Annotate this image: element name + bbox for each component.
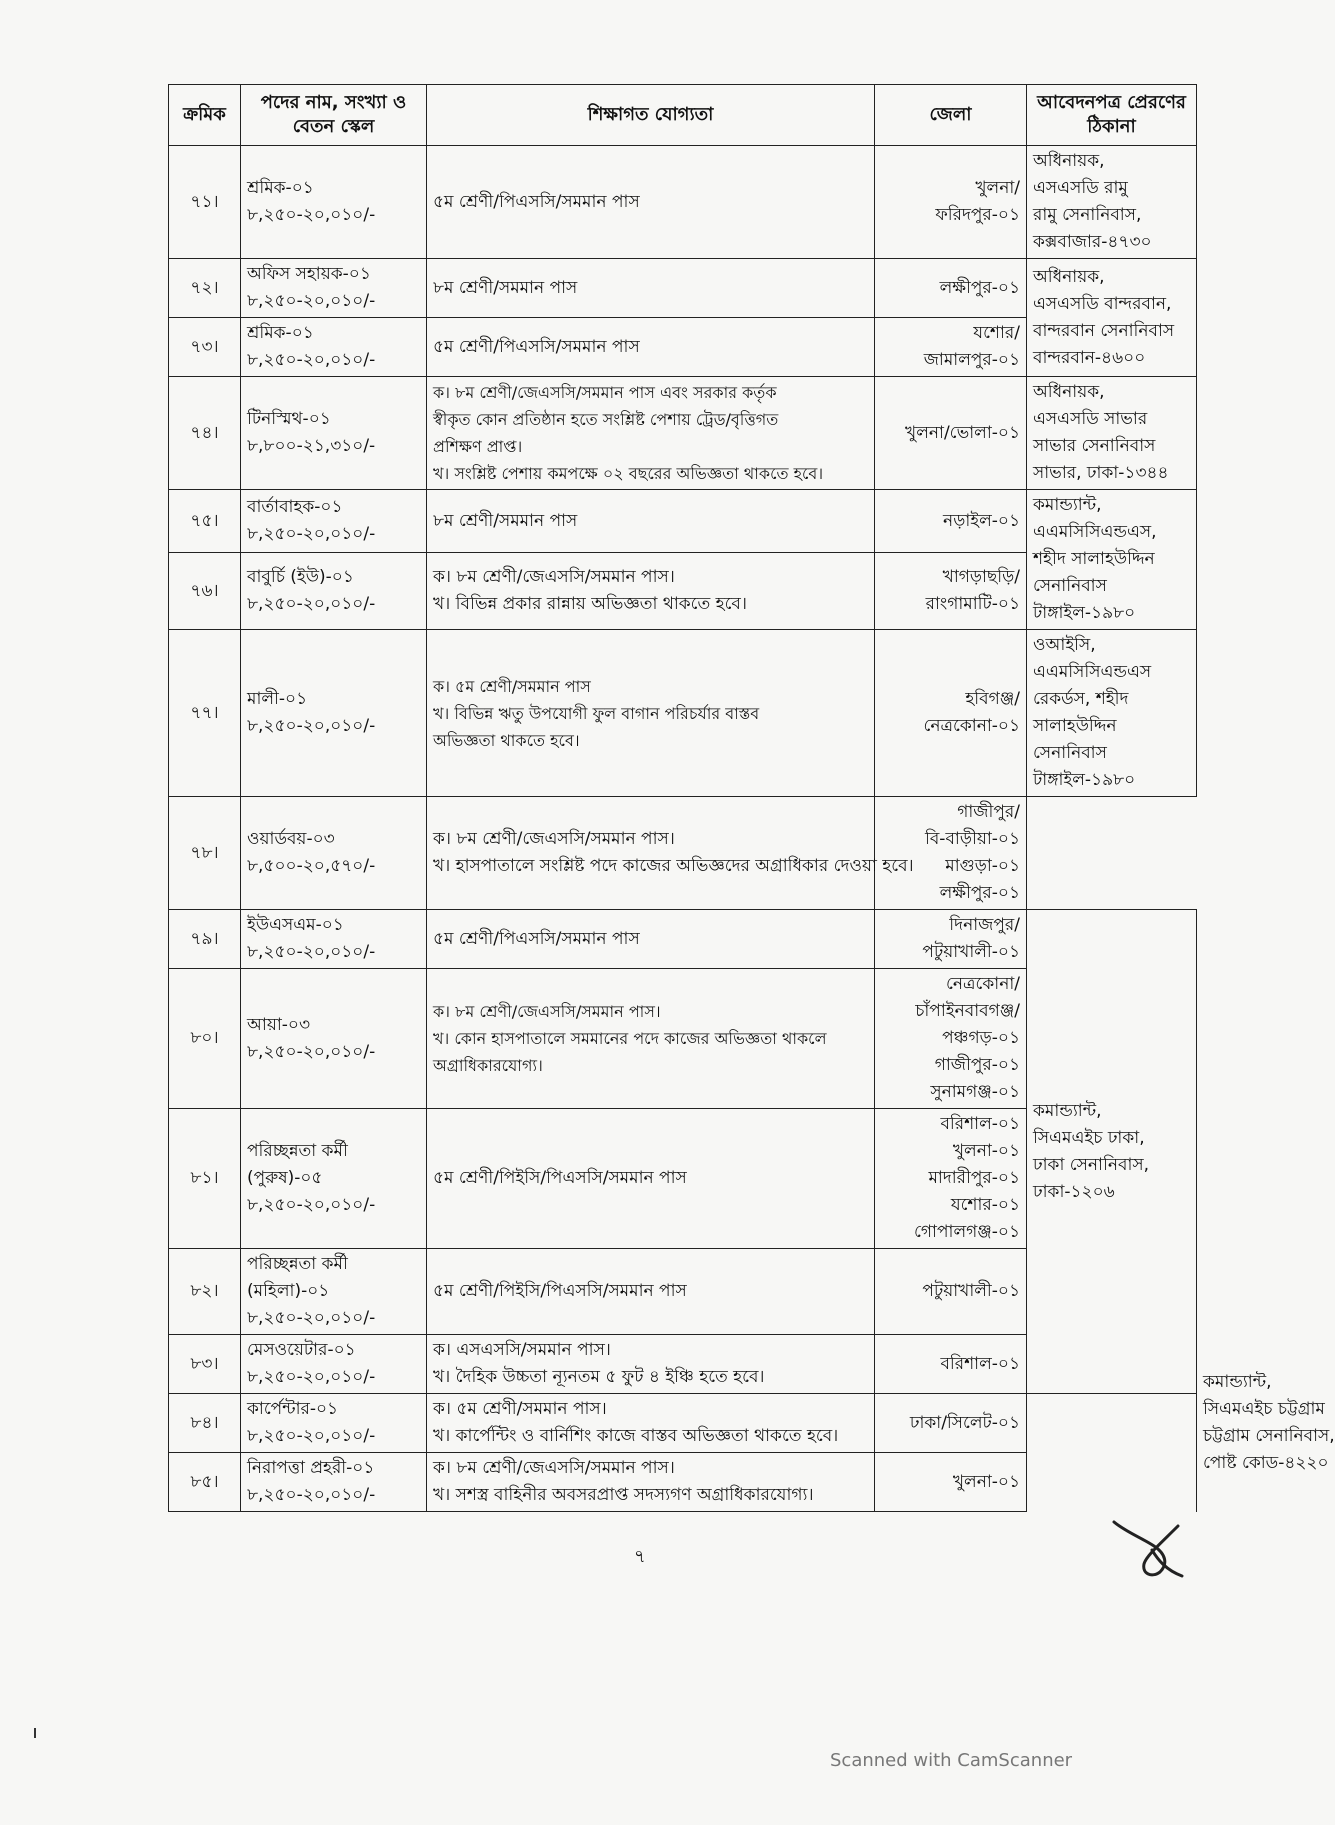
post-cell-line: অফিস সহায়ক-০১ xyxy=(247,264,371,284)
qualification-cell-line: ৫ম শ্রেণী/পিইসি/পিএসসি/সমমান পাস xyxy=(433,1168,687,1188)
qualification-cell-line: ক। ৮ম শ্রেণী/জেএসসি/সমমান পাস। xyxy=(433,1458,675,1478)
district-cell-line: পটুয়াখালী-০১ xyxy=(922,942,1020,962)
table-row: ৮৩। মেসওয়েটার-০১ ৮,২৫০-২০,০১০/- ক। এসএসসি/সমমান পাস। খ। দৈহিক উচ্চতা ন্যূনতম ৫ ফুট ৪ ইঞ্চি হতে হবে। বরিশাল-০১ কমান্ড্যান্ট, সিএমএইচ চট্টগ্রাম চট্টগ্রাম সেনানিবাস, পোষ্ট কোড-৪২২০ xyxy=(169,1335,1197,1394)
district-cell-line: বরিশাল-০১ xyxy=(940,1114,1020,1134)
district-cell-line: ঢাকা/সিলেট-০১ xyxy=(909,1412,1020,1433)
district-cell-line: গোপালগঞ্জ-০১ xyxy=(914,1222,1020,1242)
serial-cell: ৮২। xyxy=(169,1249,241,1335)
post-cell xyxy=(241,910,427,969)
header-qualification: শিক্ষাগত যোগ্যতা xyxy=(427,85,875,146)
qualification-cell-line: খ। বিভিন্ন ঋতু উপযোগী ফুল বাগান পরিচর্যার বাস্তব xyxy=(433,703,760,723)
post-cell xyxy=(241,377,427,490)
scan-mark xyxy=(34,1728,36,1738)
qualification-cell-line: খ। দৈহিক উচ্চতা ন্যূনতম ৫ ফুট ৪ ইঞ্চি হতে হবে। xyxy=(433,1367,765,1387)
post-cell-line: ৮,৫০০-২০,৫৭০/- xyxy=(247,856,376,876)
district-cell-line: মাদারীপুর-০১ xyxy=(928,1168,1020,1188)
qualification-cell-line: খ। কোন হাসপাতালে সমমানের পদে কাজের অভিজ্ঞতা থাকলে xyxy=(433,1029,827,1048)
address-cell xyxy=(1027,259,1197,377)
address-line: শহীদ সালাহউদ্দিন xyxy=(1033,549,1155,569)
district-cell-line: লক্ষীপুর-০১ xyxy=(939,277,1020,298)
district-cell-line: পঞ্চগড়-০১ xyxy=(942,1028,1020,1048)
qualification-cell-line: ক। ৮ম শ্রেণী/জেএসসি/সমমান পাস। xyxy=(433,829,675,849)
address-line: কমান্ড্যান্ট, xyxy=(1033,1100,1102,1121)
qualification-cell-line: ক। এসএসসি/সমমান পাস। xyxy=(433,1340,611,1360)
address-line: কমান্ড্যান্ট, xyxy=(1033,495,1102,515)
district-cell-line: মাগুড়া-০১ xyxy=(945,856,1020,876)
address-line: সাভার সেনানিবাস xyxy=(1033,436,1156,456)
address-line: এসএসডি রামু xyxy=(1033,178,1128,198)
post-cell-line: ৮,২৫০-২০,০১০/- xyxy=(247,942,376,962)
district-cell-line: গাজীপুর/ xyxy=(957,802,1020,822)
post-cell-line: কার্পেন্টার-০১ xyxy=(247,1399,339,1419)
district-cell xyxy=(875,377,1027,490)
district-cell xyxy=(875,1109,1027,1249)
district-cell-line: সুনামগঞ্জ-০১ xyxy=(930,1082,1020,1102)
post-cell-line: ৮,২৫০-২০,০১০/- xyxy=(247,205,376,225)
district-cell-line: নেত্রকোনা/ xyxy=(946,974,1020,994)
serial-cell: ৮০। xyxy=(169,969,241,1109)
qualification-cell xyxy=(427,553,875,630)
address-line: টাঙ্গাইল-১৯৮০ xyxy=(1033,770,1136,790)
serial-cell: ৭৭। xyxy=(169,630,241,797)
district-cell xyxy=(875,1249,1027,1335)
district-cell xyxy=(875,259,1027,318)
district-cell xyxy=(875,1335,1027,1394)
qualification-cell-line: ক। ৮ম শ্রেণী/জেএসসি/সমমান পাস। xyxy=(433,567,675,588)
post-cell xyxy=(241,1335,427,1394)
serial-cell: ৭৩। xyxy=(169,318,241,377)
post-cell-line: আয়া-০৩ xyxy=(247,1014,311,1035)
post-cell-line: শ্রমিক-০১ xyxy=(247,323,314,343)
qualification-cell-line: প্রশিক্ষণ প্রাপ্ত। xyxy=(433,437,523,456)
district-cell-line: রাংগামাটি-০১ xyxy=(925,594,1020,615)
address-line: এসএসডি সাভার xyxy=(1033,409,1148,429)
post-cell-line: ৮,২৫০-২০,০১০/- xyxy=(247,1485,376,1505)
district-cell xyxy=(875,969,1027,1109)
qualification-cell-line: খ। বিভিন্ন প্রকার রান্নায় অভিজ্ঞতা থাকতে হবে। xyxy=(433,594,747,615)
table-row xyxy=(169,377,1197,490)
qualification-cell xyxy=(427,1394,875,1453)
table-header-row xyxy=(169,85,1197,146)
serial-cell: ৮৪। xyxy=(169,1394,241,1453)
post-cell xyxy=(241,797,427,910)
district-cell-line: যশোর-০১ xyxy=(950,1195,1020,1215)
post-cell-line: ৮,২৫০-২০,০১০/- xyxy=(247,1195,376,1215)
post-cell-line: ওয়ার্ডবয়-০৩ xyxy=(247,829,335,849)
address-line: অধিনায়ক, xyxy=(1033,151,1105,171)
district-cell xyxy=(875,553,1027,630)
district-cell xyxy=(875,490,1027,553)
qualification-cell xyxy=(427,797,914,910)
qualification-cell-line: ক। ৮ম শ্রেণী/জেএসসি/সমমান পাস এবং সরকার কর্তৃক xyxy=(433,383,777,402)
qualification-cell xyxy=(427,490,875,553)
post-cell xyxy=(241,630,427,797)
header-district: জেলা xyxy=(875,85,1027,146)
address-cell xyxy=(1027,146,1197,259)
post-cell-line: ৮,২৫০-২০,০১০/- xyxy=(247,1367,376,1387)
qualification-cell-line: ক। ৮ম শ্রেণী/জেএসসি/সমমান পাস। xyxy=(433,1002,661,1021)
post-cell-line: পরিচ্ছন্নতা কর্মী xyxy=(247,1141,348,1161)
table-row xyxy=(169,259,1197,318)
address-line: ঢাকা সেনানিবাস, xyxy=(1033,1154,1150,1175)
qualification-cell-line: খ। সশস্ত্র বাহিনীর অবসরপ্রাপ্ত সদস্যগণ অগ্রাধিকারযোগ্য। xyxy=(433,1485,814,1505)
qualification-cell xyxy=(427,1249,875,1335)
district-cell xyxy=(875,910,1027,969)
job-circular-table xyxy=(168,84,1335,1512)
qualification-cell-line: ৫ম শ্রেণী/পিএসসি/সমমান পাস xyxy=(433,336,640,357)
post-cell xyxy=(241,1453,427,1512)
signature-mark xyxy=(1108,1516,1188,1582)
district-cell xyxy=(875,630,1027,797)
address-line: এএমসিসিএন্ডএস xyxy=(1033,662,1152,682)
post-cell xyxy=(241,318,427,377)
post-cell-line: মালী-০১ xyxy=(247,689,308,709)
district-cell-line: দিনাজপুর/ xyxy=(949,915,1020,935)
serial-cell: ৭৪। xyxy=(169,377,241,490)
serial-cell: ৮১। xyxy=(169,1109,241,1249)
qualification-cell-line: খ। কার্পেন্টিং ও বার্নিশিং কাজে বাস্তব অভিজ্ঞতা থাকতে হবে। xyxy=(433,1426,839,1446)
address-line: কক্সবাজার-৪৭৩০ xyxy=(1033,232,1152,252)
post-cell xyxy=(241,490,427,553)
serial-cell: ৭৫। xyxy=(169,490,241,553)
post-cell xyxy=(241,969,427,1109)
table-row xyxy=(169,1453,1197,1512)
qualification-cell xyxy=(427,1335,875,1394)
post-cell-line: মেসওয়েটার-০১ xyxy=(247,1340,356,1360)
post-cell-line: ৮,২৫০-২০,০১০/- xyxy=(247,594,376,615)
serial-cell: ৭৯। xyxy=(169,910,241,969)
address-line: ঢাকা-১২০৬ xyxy=(1033,1181,1115,1202)
district-cell-line: ফরিদপুর-০১ xyxy=(935,205,1020,225)
district-cell-line: বরিশাল-০১ xyxy=(940,1353,1020,1374)
district-cell-line: জামালপুর-০১ xyxy=(923,350,1020,370)
post-cell xyxy=(241,553,427,630)
qualification-cell-line: ৫ম শ্রেণী/পিইসি/পিএসসি/সমমান পাস xyxy=(433,1281,687,1301)
district-cell-line: গাজীপুর-০১ xyxy=(934,1055,1020,1075)
district-cell-line: বি-বাড়ীয়া-০১ xyxy=(924,829,1020,849)
table-row xyxy=(169,490,1197,553)
table-row xyxy=(169,146,1197,259)
address-line: অধিনায়ক, xyxy=(1033,266,1105,287)
table-row xyxy=(169,910,1197,969)
qualification-cell-line: স্বীকৃত কোন প্রতিষ্ঠান হতে সংশ্লিষ্ট পেশায় ট্রেড/বৃত্তিগত xyxy=(433,410,779,429)
address-line: এসএসডি বান্দরবান, xyxy=(1033,293,1172,314)
qualification-cell xyxy=(427,969,875,1109)
post-cell-line: ৮,২৫০-২০,০১০/- xyxy=(247,524,376,545)
post-cell-line: বাবুর্চি (ইউ)-০১ xyxy=(247,567,354,588)
serial-cell: ৮৫। xyxy=(169,1453,241,1512)
qualification-cell xyxy=(427,630,875,797)
qualification-cell xyxy=(427,318,875,377)
scanner-footer: Scanned with CamScanner xyxy=(830,1750,1073,1771)
district-cell-line: যশোর/ xyxy=(973,323,1020,343)
district-cell-line: নেত্রকোনা-০১ xyxy=(923,716,1020,736)
post-cell-line: ইউএসএম-০১ xyxy=(247,915,344,935)
qualification-cell-line: ৫ম শ্রেণী/পিএসসি/সমমান পাস xyxy=(433,191,640,212)
district-cell xyxy=(875,1453,1027,1512)
post-cell-line: ৮,২৫০-২০,০১০/- xyxy=(247,1041,376,1062)
address-line: সেনানিবাস xyxy=(1033,743,1107,763)
address-cell xyxy=(1027,910,1197,1394)
table-row xyxy=(169,1394,1197,1453)
district-cell-line: হবিগঞ্জ/ xyxy=(965,689,1020,709)
table-row xyxy=(169,630,1197,797)
district-cell-line: খুলনা/ভোলা-০১ xyxy=(905,422,1020,443)
qualification-cell-line: অগ্রাধিকারযোগ্য। xyxy=(433,1056,543,1075)
qualification-cell-line: ক। ৫ম শ্রেণী/সমমান পাস। xyxy=(433,1399,607,1419)
district-cell-line: লক্ষীপুর-০১ xyxy=(939,883,1020,903)
table-body xyxy=(169,146,1335,1512)
serial-cell: ৭২। xyxy=(169,259,241,318)
address-line: টাঙ্গাইল-১৯৮০ xyxy=(1033,603,1136,623)
header-address: আবেদনপত্র প্রেরণের ঠিকানা xyxy=(1027,85,1197,146)
post-cell-line: (মহিলা)-০১ xyxy=(247,1281,330,1301)
post-cell-line: ৮,২৫০-২০,০১০/- xyxy=(247,1426,376,1446)
post-cell xyxy=(241,259,427,318)
post-cell-line: ৮,২৫০-২০,০১০/- xyxy=(247,291,376,311)
district-cell-line: নড়াইল-০১ xyxy=(943,510,1020,531)
qualification-cell-line: খ। সংশ্লিষ্ট পেশায় কমপক্ষে ০২ বছরের অভিজ্ঞতা থাকতে হবে। xyxy=(433,464,824,483)
post-cell-line: শ্রমিক-০১ xyxy=(247,178,314,198)
address-cell xyxy=(1027,490,1197,630)
address-cell xyxy=(1027,630,1197,797)
post-cell xyxy=(241,1394,427,1453)
post-cell-line: ৮,২৫০-২০,০১০/- xyxy=(247,1308,376,1328)
address-line: অধিনায়ক, xyxy=(1033,382,1105,402)
address-line: সাভার, ঢাকা-১৩৪৪ xyxy=(1033,463,1169,483)
post-cell-line: নিরাপত্তা প্রহরী-০১ xyxy=(247,1458,375,1478)
qualification-cell xyxy=(427,146,875,259)
post-cell-line: টিনস্মিথ-০১ xyxy=(247,409,331,429)
district-cell-line: খাগড়াছড়ি/ xyxy=(942,567,1020,588)
post-cell-line: ৮,৮০০-২১,৩১০/- xyxy=(247,436,376,456)
qualification-cell xyxy=(427,1109,875,1249)
header-serial: ক্রমিক xyxy=(169,85,241,146)
header-post: পদের নাম, সংখ্যা ও বেতন স্কেল xyxy=(241,85,427,146)
serial-cell: ৭৬। xyxy=(169,553,241,630)
table-row xyxy=(169,797,1197,910)
district-cell xyxy=(875,1394,1027,1453)
district-cell-line: চাঁপাইনবাবগঞ্জ/ xyxy=(915,1001,1020,1021)
post-cell-line: (পুরুষ)-০৫ xyxy=(247,1168,323,1188)
district-cell-line: খুলনা-০১ xyxy=(952,1141,1020,1161)
address-line: এএমসিসিএন্ডএস, xyxy=(1033,522,1157,542)
district-cell-line: পটুয়াখালী-০১ xyxy=(922,1281,1020,1301)
serial-cell: ৭১। xyxy=(169,146,241,259)
address-line: বান্দরবান-৪৬০০ xyxy=(1033,347,1146,368)
post-cell xyxy=(241,146,427,259)
address-line: সিএমএইচ ঢাকা, xyxy=(1033,1127,1145,1148)
qualification-cell-line: ৫ম শ্রেণী/পিএসসি/সমমান পাস xyxy=(433,928,640,949)
serial-cell: ৮৩। xyxy=(169,1335,241,1394)
qualification-cell xyxy=(427,910,875,969)
district-cell xyxy=(875,146,1027,259)
address-line: ওআইসি, xyxy=(1033,635,1096,655)
address-line: রেকর্ডস, শহীদ xyxy=(1033,689,1129,709)
post-cell-line: ৮,২৫০-২০,০১০/- xyxy=(247,350,376,370)
qualification-cell-line: ক। ৫ম শ্রেণী/সমমান পাস xyxy=(433,676,591,696)
qualification-cell xyxy=(427,259,875,318)
qualification-cell-line: খ। হাসপাতালে সংশ্লিষ্ট পদে কাজের অভিজ্ঞদের অগ্রাধিকার দেওয়া হবে। xyxy=(433,856,914,876)
address-line: সেনানিবাস xyxy=(1033,576,1107,596)
district-cell xyxy=(875,318,1027,377)
district-cell-line: খুলনা-০১ xyxy=(952,1471,1020,1492)
district-cell-line: খুলনা/ xyxy=(975,178,1020,198)
qualification-cell xyxy=(427,1453,875,1512)
post-cell-line: পরিচ্ছন্নতা কর্মী xyxy=(247,1254,348,1274)
serial-cell: ৭৮। xyxy=(169,797,241,910)
qualification-cell-line: ৮ম শ্রেণী/সমমান পাস xyxy=(433,277,578,298)
address-cell xyxy=(1027,377,1197,490)
qualification-cell-line: ৮ম শ্রেণী/সমমান পাস xyxy=(433,510,578,531)
post-cell xyxy=(241,1249,427,1335)
post-cell-line: বার্তাবাহক-০১ xyxy=(247,497,343,518)
post-cell xyxy=(241,1109,427,1249)
page-number: ৭ xyxy=(634,1546,646,1567)
address-line: রামু সেনানিবাস, xyxy=(1033,205,1142,225)
district-cell xyxy=(875,797,1027,910)
qualification-cell xyxy=(427,377,875,490)
address-line: সালাহউদ্দিন xyxy=(1033,716,1117,736)
post-cell-line: ৮,২৫০-২০,০১০/- xyxy=(247,716,376,736)
qualification-cell-line: অভিজ্ঞতা থাকতে হবে। xyxy=(433,730,580,750)
address-line: বান্দরবান সেনানিবাস xyxy=(1033,320,1175,341)
